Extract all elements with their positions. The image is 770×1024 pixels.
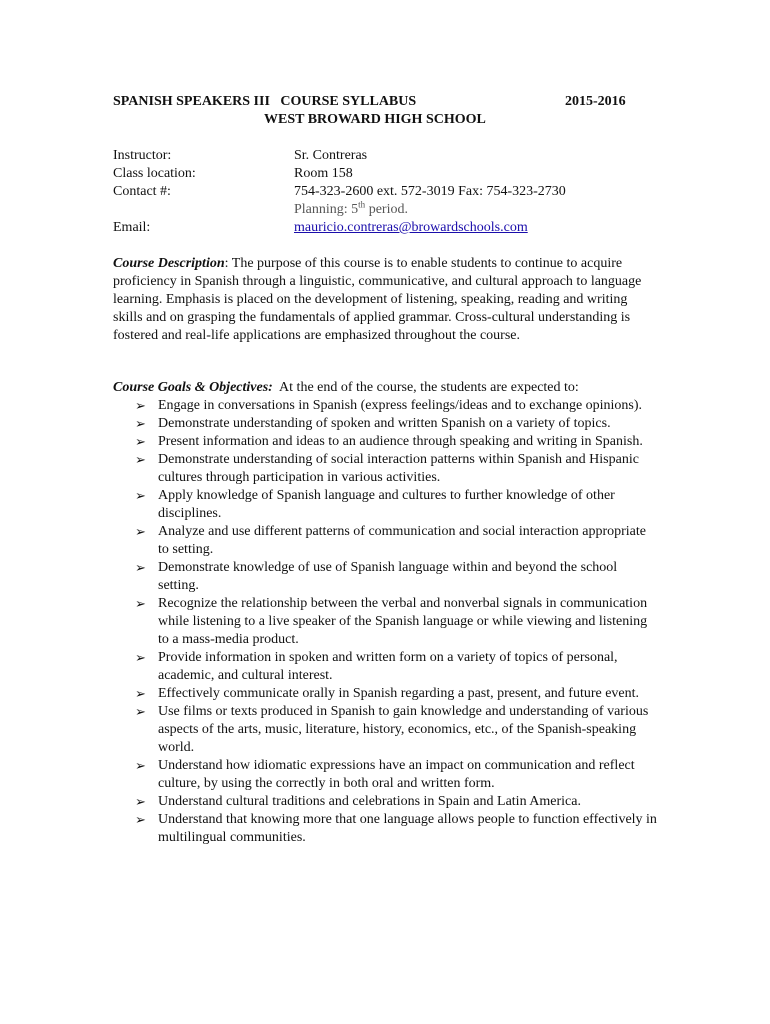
email-link[interactable]: mauricio.contreras@browardschools.com (294, 220, 528, 235)
arrow-bullet-icon: ➢ (135, 794, 146, 809)
objective-item (113, 415, 658, 433)
objective-text: Analyze and use different patterns of communication and social interaction appropriate to setting. (158, 524, 647, 557)
email-row (113, 219, 673, 237)
objective-item (113, 559, 658, 595)
objective-item (113, 685, 658, 703)
objective-text: Understand how idiomatic expressions have an impact on communication and reflect culture, by using the correctly in both oral and written form. (158, 758, 635, 791)
objective-item (113, 757, 658, 793)
objective-text: Demonstrate understanding of spoken and written Spanish on a variety of topics. (158, 416, 611, 431)
objective-item (113, 703, 658, 757)
arrow-bullet-icon: ➢ (135, 488, 146, 503)
objective-text: Demonstrate understanding of social interaction patterns within Spanish and Hispanic cultures through participation in various activities. (158, 452, 639, 485)
objective-text: Apply knowledge of Spanish language and cultures to further knowledge of other disciplines. (158, 488, 615, 521)
course-description (113, 255, 658, 345)
school-year: 2015-2016 (565, 94, 626, 109)
objective-item (113, 595, 658, 649)
planning-row (113, 201, 673, 219)
objective-text: Demonstrate knowledge of use of Spanish language within and beyond the school setting. (158, 560, 618, 593)
objective-item (113, 487, 658, 523)
objective-item (113, 811, 658, 847)
planning-prefix: Planning: 5 (294, 202, 359, 217)
instructor-value: Sr. Contreras (294, 148, 368, 163)
arrow-bullet-icon: ➢ (135, 758, 146, 773)
document-title-line (113, 93, 633, 111)
objective-text: Present information and ideas to an audience through speaking and writing in Spanish. (158, 434, 643, 449)
arrow-bullet-icon: ➢ (135, 452, 146, 467)
planning-period (294, 201, 408, 219)
objective-text: Use films or texts produced in Spanish to gain knowledge and understanding of various aspects of the arts, music, literature, history, economics, etc., of the Spanish-speaking world. (158, 704, 649, 755)
planning-suffix: period. (365, 202, 408, 217)
objective-text: Recognize the relationship between the verbal and nonverbal signals in communication while listening to a live speaker of the Spanish language or while viewing and listening to a mass-media product. (158, 596, 648, 647)
course-description-text: : The purpose of this course is to enable students to continue to acquire proficiency in Spanish through a linguistic, communicative, and cultural approach to language learning. Emphasis is placed on the development of listening, speaking, reading and writing skills and on grasping the fundamentals of applied grammar. Cross-cultural understanding is fostered and real-life applications are emphasized throughout the course. (113, 256, 642, 343)
objective-text: Understand cultural traditions and celebrations in Spain and Latin America. (158, 794, 581, 809)
document-title: SPANISH SPEAKERS III COURSE SYLLABUS (113, 94, 417, 109)
contact-label: Contact #: (113, 184, 171, 199)
objective-text: Provide information in spoken and written form on a variety of topics of personal, academic, and cultural interest. (158, 650, 618, 683)
objective-item (113, 451, 658, 487)
arrow-bullet-icon: ➢ (135, 596, 146, 611)
objective-text: Engage in conversations in Spanish (express feelings/ideas and to exchange opinions). (158, 398, 643, 413)
course-goals-heading: Course Goals & Objectives: (113, 380, 273, 395)
arrow-bullet-icon: ➢ (135, 434, 146, 449)
arrow-bullet-icon: ➢ (135, 560, 146, 575)
course-description-heading: Course Description (113, 256, 225, 271)
contact-info-block (113, 147, 673, 237)
location-label: Class location: (113, 166, 196, 181)
arrow-bullet-icon: ➢ (135, 416, 146, 431)
location-row (113, 165, 673, 183)
location-value: Room 158 (294, 166, 353, 181)
course-goals-intro-text: At the end of the course, the students are expected to: (272, 380, 579, 395)
objective-item (113, 397, 658, 415)
instructor-row (113, 147, 673, 165)
arrow-bullet-icon: ➢ (135, 686, 146, 701)
planning-label-spacer (113, 201, 294, 219)
objective-text: Understand that knowing more that one language allows people to function effectively in multilingual communities. (158, 812, 657, 845)
objective-item (113, 649, 658, 685)
instructor-label: Instructor: (113, 148, 172, 163)
objective-item (113, 793, 658, 811)
objective-text: Effectively communicate orally in Spanish regarding a past, present, and future event. (158, 686, 640, 701)
contact-value: 754-323-2600 ext. 572-3019 Fax: 754-323-2730 (294, 184, 566, 199)
contact-row (113, 183, 673, 201)
objectives-list (113, 397, 658, 847)
arrow-bullet-icon: ➢ (135, 812, 146, 827)
arrow-bullet-icon: ➢ (135, 650, 146, 665)
objective-item (113, 433, 658, 451)
objective-item (113, 523, 658, 559)
email-label: Email: (113, 220, 151, 235)
arrow-bullet-icon: ➢ (135, 398, 146, 413)
arrow-bullet-icon: ➢ (135, 524, 146, 539)
arrow-bullet-icon: ➢ (135, 704, 146, 719)
planning-superscript: th (358, 199, 366, 210)
school-name: WEST BROWARD HIGH SCHOOL (264, 112, 486, 127)
course-goals-intro (113, 379, 658, 397)
